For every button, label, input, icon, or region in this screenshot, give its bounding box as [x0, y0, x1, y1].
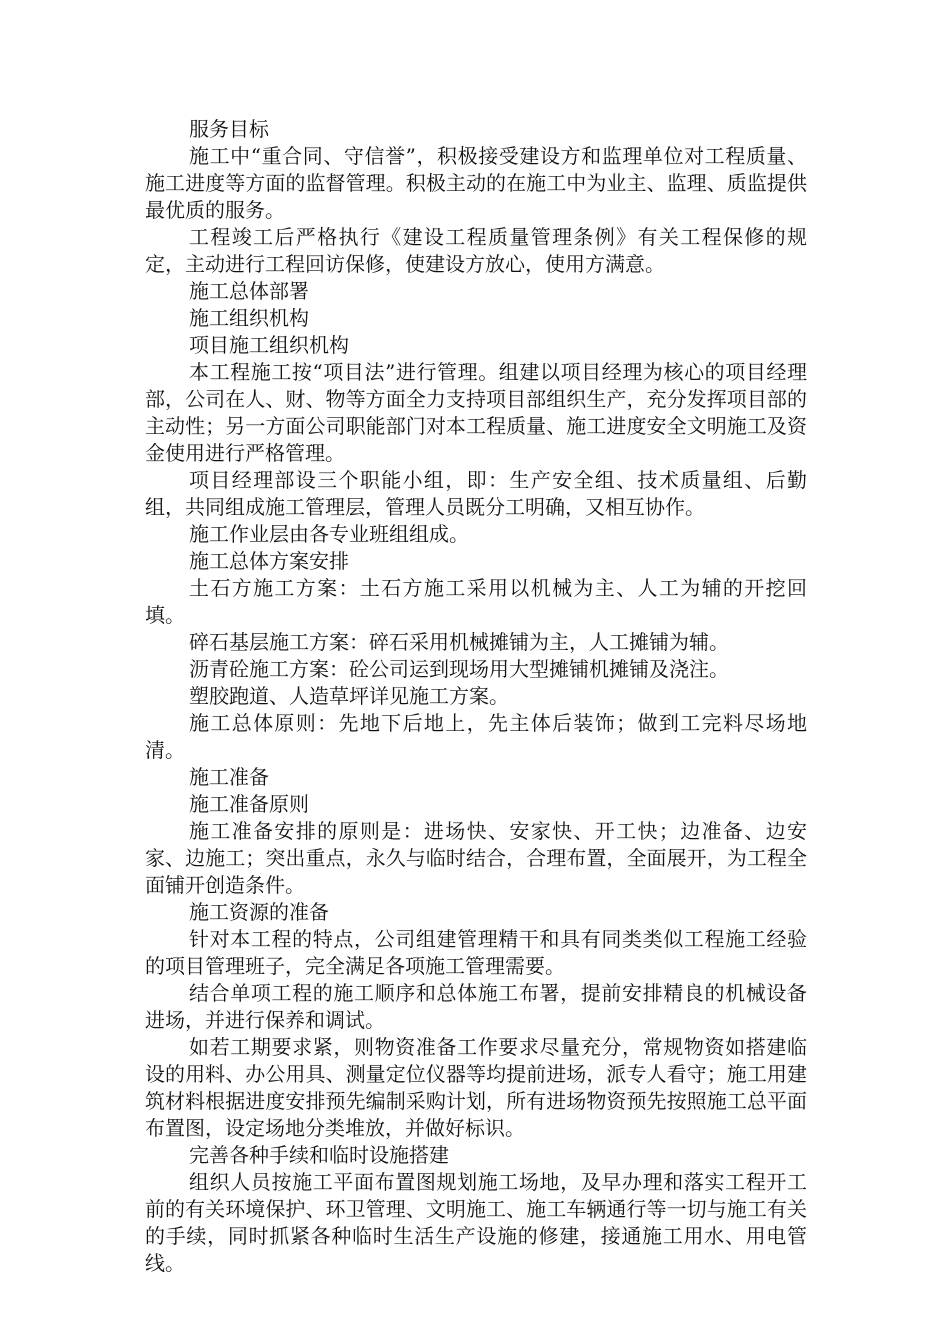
heading-overall-plan: 施工总体方案安排 — [189, 549, 349, 573]
paragraph-asphalt: 沥青砼施工方案：砼公司运到现场用大型摊铺机摊铺及浇注。 — [189, 657, 729, 681]
heading-service-goal: 服务目标 — [189, 117, 269, 141]
paragraph-procedures: 组织人员按施工平面布置图规划施工场地，及早办理和落实工程开工前的有关环境保护、环卫管理、文明施工、施工车辆通行等一切与施工有关的手续，同时抓紧各种临时生活生产设施的修建，接通施工用水、用电管线。 — [145, 1170, 807, 1275]
paragraph-earthwork: 土石方施工方案：土石方施工采用以机械为主、人工为辅的开挖回填。 — [145, 576, 807, 627]
paragraph-functional-groups: 项目经理部设三个职能小组，即：生产安全组、技术质量组、后勤组，共同组成施工管理层，管理人员既分工明确，又相互协作。 — [145, 468, 807, 519]
heading-resources: 施工资源的准备 — [189, 900, 329, 924]
paragraph-project-method: 本工程施工按“项目法”进行管理。组建以项目经理为核心的项目经理部，公司在人、财、物等方面全力支持项目部组织生产，充分发挥项目部的主动性；另一方面公司职能部门对本工程质量、施工进度安全文明施工及资金使用进行严格管理。 — [145, 360, 807, 465]
document-body — [145, 116, 807, 1277]
paragraph-warranty: 工程竣工后严格执行《建设工程质量管理条例》有关工程保修的规定，主动进行工程回访保修，使建设方放心，使用方满意。 — [145, 225, 807, 276]
heading-procedures: 完善各种手续和临时设施搭建 — [189, 1143, 449, 1167]
paragraph-work-layer: 施工作业层由各专业班组组成。 — [189, 522, 469, 546]
heading-preparation: 施工准备 — [189, 765, 269, 789]
paragraph-materials: 如若工期要求紧，则物资准备工作要求尽量充分，常规物资如搭建临设的用料、办公用具、测量定位仪器等均提前进场，派专人看守；施工用建筑材料根据进度安排预先编制采购计划，所有进场物资预先按照施工总平面布置图，设定场地分类堆放，并做好标识。 — [145, 1035, 807, 1140]
heading-preparation-principles: 施工准备原则 — [189, 792, 309, 816]
heading-project-organization: 项目施工组织机构 — [189, 333, 349, 357]
paragraph-service-commitment: 施工中“重合同、守信誉”，积极接受建设方和监理单位对工程质量、施工进度等方面的监督管理。积极主动的在施工中为业主、监理、质监提供最优质的服务。 — [145, 144, 807, 222]
heading-organization: 施工组织机构 — [189, 306, 309, 330]
paragraph-gravel-base: 碎石基层施工方案：碎石采用机械摊铺为主，人工摊铺为辅。 — [189, 630, 729, 654]
paragraph-track-turf: 塑胶跑道、人造草坪详见施工方案。 — [189, 684, 509, 708]
heading-overall-deployment: 施工总体部署 — [189, 279, 309, 303]
paragraph-management-team: 针对本工程的特点，公司组建管理精干和具有同类类似工程施工经验的项目管理班子，完全满足各项施工管理需要。 — [145, 927, 807, 978]
paragraph-preparation-principles: 施工准备安排的原则是：进场快、安家快、开工快；边准备、边安家、边施工；突出重点，永久与临时结合，合理布置，全面展开，为工程全面铺开创造条件。 — [145, 819, 807, 897]
paragraph-equipment: 结合单项工程的施工顺序和总体施工布署，提前安排精良的机械设备进场，并进行保养和调试。 — [145, 981, 807, 1032]
paragraph-principles: 施工总体原则：先地下后地上，先主体后装饰；做到工完料尽场地清。 — [145, 711, 807, 762]
